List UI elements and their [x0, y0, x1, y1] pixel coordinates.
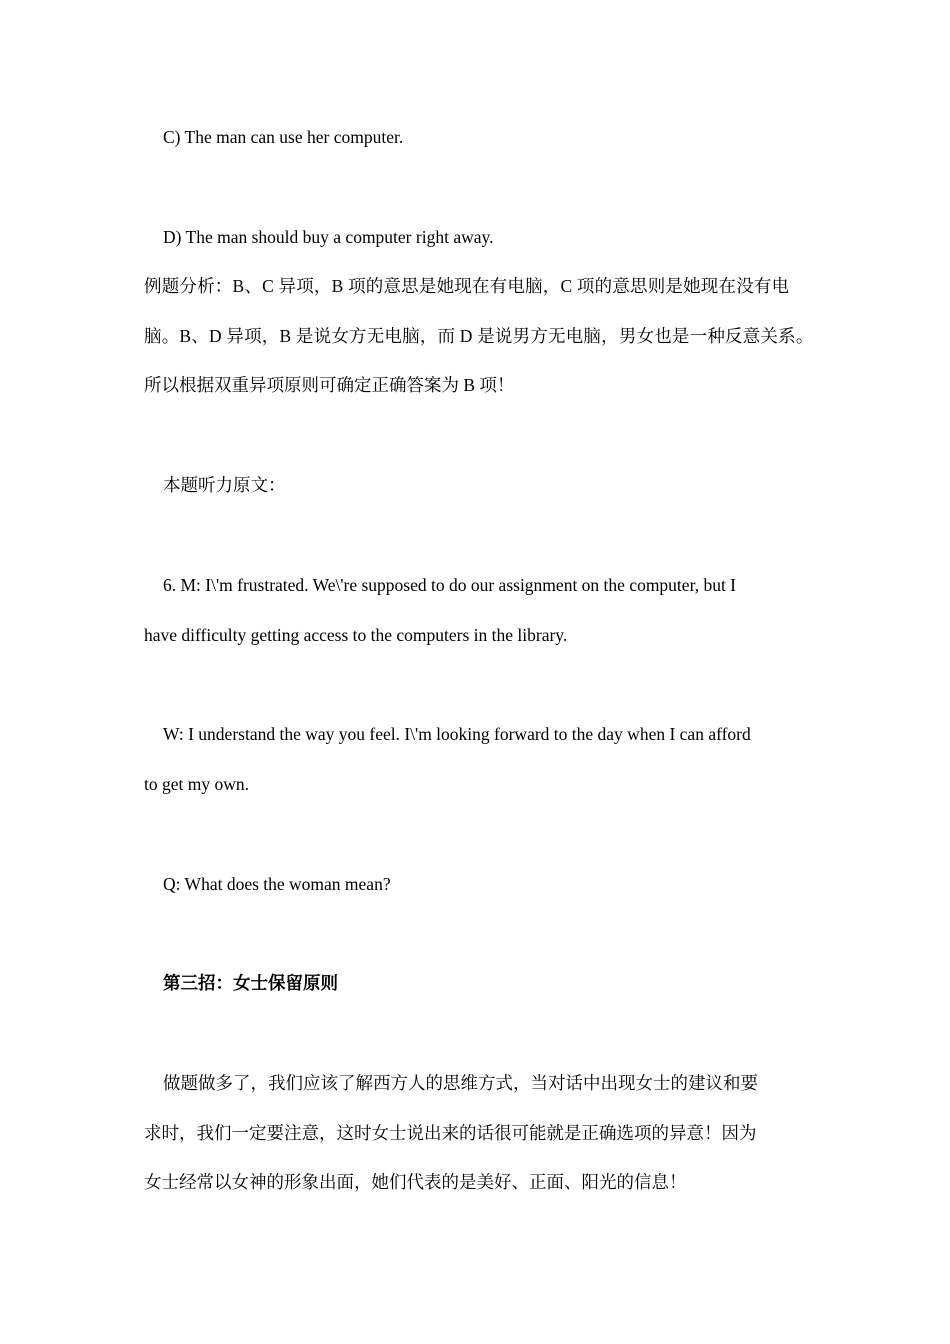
analysis-line-1: 例题分析：B、C 异项，B 项的意思是她现在有电脑，C 项的意思则是她现在没有电	[144, 276, 790, 296]
section-title: 第三招：女士保留原则	[163, 973, 338, 993]
analysis-line-2: 脑。B、D 异项，B 是说女方无电脑，而 D 是说男方无电脑，男女也是一种反意关系。	[144, 326, 814, 346]
body-line-2: 求时，我们一定要注意，这时女士说出来的话很可能就是正确选项的异意！因为	[144, 1123, 757, 1143]
analysis-line-3: 所以根据双重异项原则可确定正确答案为 B 项！	[144, 375, 515, 395]
dialogue-woman-line-2: to get my own.	[144, 774, 249, 794]
option-c-text: C) The man can use her computer.	[163, 127, 404, 147]
dialogue-question: Q: What does the woman mean?	[163, 874, 391, 894]
transcript-heading: 本题听力原文：	[163, 475, 286, 495]
dialogue-woman-line-1: W: I understand the way you feel. I\'m looking forward to the day when I can afford	[163, 724, 751, 744]
dialogue-man-line-1: 6. M: I\'m frustrated. We\'re supposed to do our assignment on the computer, but I	[163, 575, 737, 595]
body-line-3: 女士经常以女神的形象出面，她们代表的是美好、正面、阳光的信息！	[144, 1172, 687, 1192]
option-d-text: D) The man should buy a computer right away.	[163, 227, 494, 247]
dialogue-man-line-2: have difficulty getting access to the computers in the library.	[144, 625, 568, 645]
body-line-1: 做题做多了，我们应该了解西方人的思维方式，当对话中出现女士的建议和要	[163, 1073, 758, 1093]
